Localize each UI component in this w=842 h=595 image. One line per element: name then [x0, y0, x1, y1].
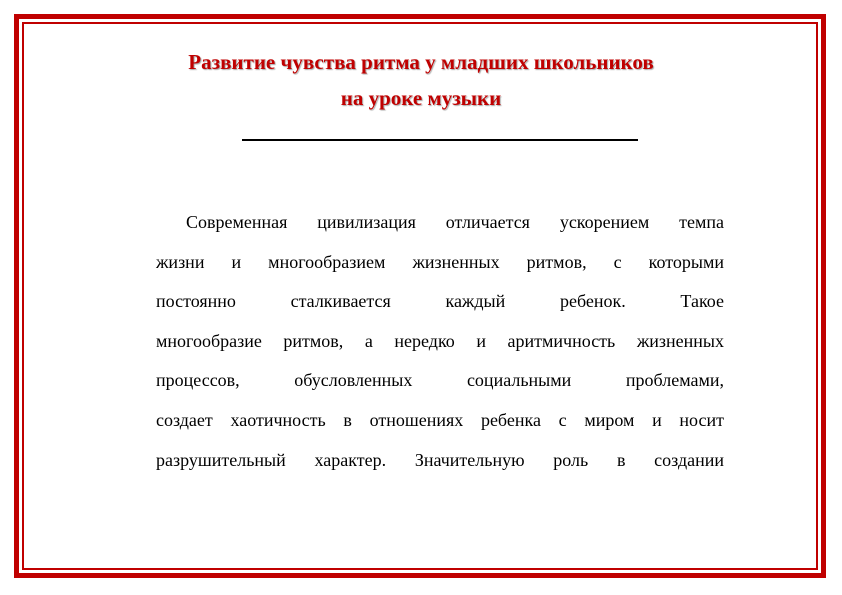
paragraph-line: многообразие ритмов, а нередко и аритмичность жизненных [156, 330, 724, 351]
paragraph-line: процессов, обусловленных социальными проблемами, [156, 370, 724, 391]
title-underline-rule [242, 139, 638, 141]
body-paragraph [156, 209, 724, 486]
document-title-line-2: на уроке музыки [340, 86, 502, 110]
paragraph-line: жизни и многообразием жизненных ритмов, с которыми [156, 251, 724, 272]
paragraph-line: создает хаотичность в отношениях ребенка с миром и носит [156, 409, 724, 430]
paragraph-line: постоянно сталкивается каждый ребенок. Такое [156, 291, 724, 312]
paragraph-line: разрушительный характер. Значительную роль в создании [156, 449, 724, 470]
paragraph-line: Современная цивилизация отличается ускорением темпа [186, 212, 724, 232]
document-title-line-1: Развитие чувства ритма у младших школьников [188, 50, 654, 74]
